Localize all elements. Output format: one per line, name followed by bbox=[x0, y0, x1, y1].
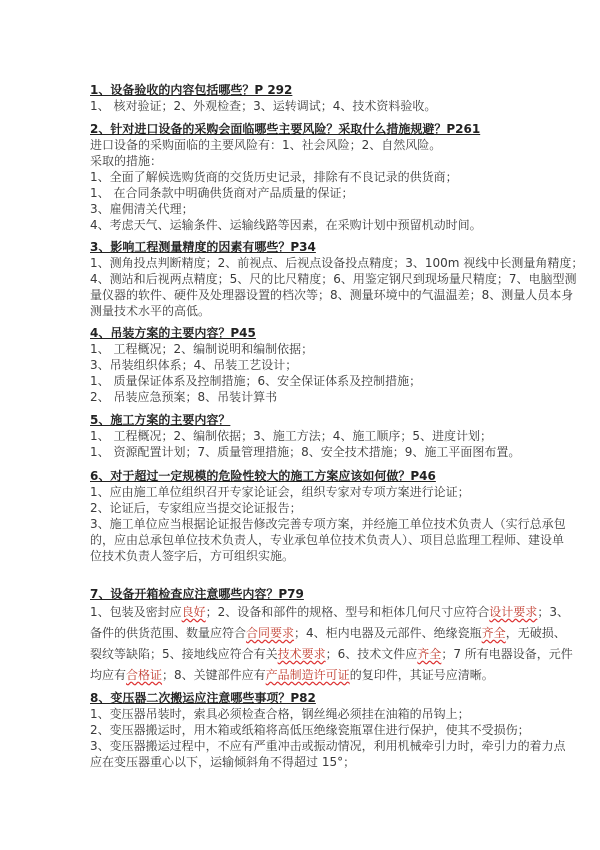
text-line: 2、 吊装应急预案；8、吊装计算书 bbox=[90, 390, 278, 404]
text-segment: 裂纹等缺陷；5、接地线应符合有关 bbox=[90, 647, 278, 661]
highlighted-term: 齐全 bbox=[481, 626, 506, 640]
text-line: 量仪器的软件、硬件及处理器设置的档次等；8、测量环境中的气温温差；8、测量人员本身 bbox=[90, 288, 574, 302]
section-8 bbox=[90, 690, 566, 770]
text-line: 4、测站和后视两点精度；5、尺的比尺精度；6、用鉴定钢尺到现场量尺精度；7、电脑型测 bbox=[90, 272, 577, 286]
section-heading: 1、设备验收的内容包括哪些？P 292 bbox=[90, 83, 293, 97]
section-6 bbox=[90, 468, 566, 564]
text-line: 1、 资源配置计划；7、质量管理措施；8、安全技术措施；9、施工平面图布置。 bbox=[90, 445, 521, 459]
text-line: 采取的措施： bbox=[90, 154, 163, 168]
highlighted-term: 技术要求 bbox=[277, 647, 326, 661]
section-heading: 7、设备开箱检查应注意哪些内容？P79 bbox=[90, 587, 304, 601]
text-segment: ；2、设备和部件的规格、型号和柜体几何尺寸应符合 bbox=[205, 605, 490, 619]
text-line bbox=[90, 623, 566, 644]
text-line bbox=[90, 665, 530, 686]
section-3 bbox=[90, 239, 584, 319]
text-line: 的，应由总承包单位技术负责人，专业承包单位技术负责人）、项目总监理工程师、建设单 bbox=[90, 533, 565, 547]
text-line bbox=[90, 644, 573, 665]
text-line: 1、 核对验证；2、外观检查；3、运转调试；4、技术资料验收。 bbox=[90, 99, 437, 113]
section-5 bbox=[90, 412, 530, 460]
text-line: 1、变压器吊装时，索具必须检查合格，钢丝绳必须挂在油箱的吊钩上； bbox=[90, 707, 470, 721]
highlighted-term: 设计要求 bbox=[489, 605, 538, 619]
text-line: 1、全面了解候选购货商的交货历史记录，排除有不良记录的供货商； bbox=[90, 170, 458, 184]
text-segment: 备件的供货范围、数量应符合 bbox=[90, 626, 247, 640]
text-line: 应在变压器重心以下，运输倾斜角不得超过 15°； bbox=[90, 755, 356, 769]
text-line: 1、 工程概况；2、编制依据；3、施工方法；4、施工顺序；5、进度计划； bbox=[90, 429, 492, 443]
text-line: 3、施工单位应当根据论证报告修改完善专项方案，并经施工单位技术负责人（实行总承包 bbox=[90, 517, 566, 531]
text-line: 进口设备的采购面临的主要风险有：1、社会风险；2、自然风险。 bbox=[90, 138, 442, 152]
text-line: 4、考虑天气、运输条件、运输线路等因素，在采购计划中预留机动时间。 bbox=[90, 218, 482, 232]
text-line: 2、论证后，专家组应当提交论证报告； bbox=[90, 501, 302, 515]
text-line: 1、 在合同条款中明确供货商对产品质量的保证； bbox=[90, 186, 354, 200]
highlighted-term: 产品制造许可证 bbox=[265, 668, 350, 682]
text-line: 3、吊装组织体系；4、吊装工艺设计； bbox=[90, 358, 298, 372]
section-2 bbox=[90, 121, 530, 233]
text-segment: 均应有 bbox=[90, 668, 127, 682]
text-segment: 1、包装及密封应 bbox=[90, 605, 182, 619]
text-line: 2、变压器搬运时，用木箱或纸箱将高低压绝缘瓷瓶罩住进行保护，使其不受损伤； bbox=[90, 723, 530, 737]
text-segment: ；8、关键部件应有 bbox=[162, 668, 266, 682]
section-7 bbox=[90, 586, 573, 686]
text-line: 位技术负责人签字后，方可组织实施。 bbox=[90, 549, 295, 563]
highlighted-term: 合格证 bbox=[126, 668, 163, 682]
text-line: 1、 质量保证体系及控制措施；6、安全保证体系及控制措施； bbox=[90, 374, 422, 388]
highlighted-term: 齐全 bbox=[417, 647, 442, 661]
text-segment: ，无破损、 bbox=[505, 626, 566, 640]
text-segment: ；6、技术文件应 bbox=[325, 647, 418, 661]
text-line: 3、雇佣清关代理； bbox=[90, 202, 194, 216]
text-line: 1、测角投点判断精度；2、前视点、后视点设备投点精度；3、100m 视线中长测量角精度； bbox=[90, 256, 584, 270]
section-heading: 2、针对进口设备的采购会面临哪些主要风险？采取什么措施规避？P261 bbox=[90, 122, 481, 136]
section-1 bbox=[90, 82, 530, 114]
text-line bbox=[90, 602, 569, 623]
section-heading: 8、变压器二次搬运应注意哪些事项？P82 bbox=[90, 691, 316, 705]
highlighted-term: 合同要求 bbox=[246, 626, 295, 640]
section-heading: 3、影响工程测量精度的因素有哪些？P34 bbox=[90, 240, 316, 254]
text-segment: 的复印件，其证号应清晰。 bbox=[349, 668, 494, 682]
section-heading: 6、对于超过一定规模的危险性较大的施工方案应该如何做？P46 bbox=[90, 469, 436, 483]
text-line: 1、应由施工单位组织召开专家论证会，组织专家对专项方案进行论证； bbox=[90, 485, 470, 499]
text-line: 1、 工程概况；2、编制说明和编制依据； bbox=[90, 342, 314, 356]
text-segment: ；7 所有电器设备，元件 bbox=[441, 647, 573, 661]
section-heading: 4、吊装方案的主要内容？P45 bbox=[90, 326, 256, 340]
text-line: 测量技术水平的高低。 bbox=[90, 304, 211, 318]
highlighted-term: 良好 bbox=[181, 605, 206, 619]
text-segment: ；4、柜内电器及元部件、绝缘瓷瓶 bbox=[294, 626, 482, 640]
section-heading: 5、施工方案的主要内容？ bbox=[90, 413, 231, 427]
text-line: 3、变压器搬运过程中，不应有严重冲击或振动情况，利用机械牵引力时，牵引力的着力点 bbox=[90, 739, 566, 753]
section-4 bbox=[90, 325, 530, 405]
text-segment: ；3、 bbox=[537, 605, 569, 619]
